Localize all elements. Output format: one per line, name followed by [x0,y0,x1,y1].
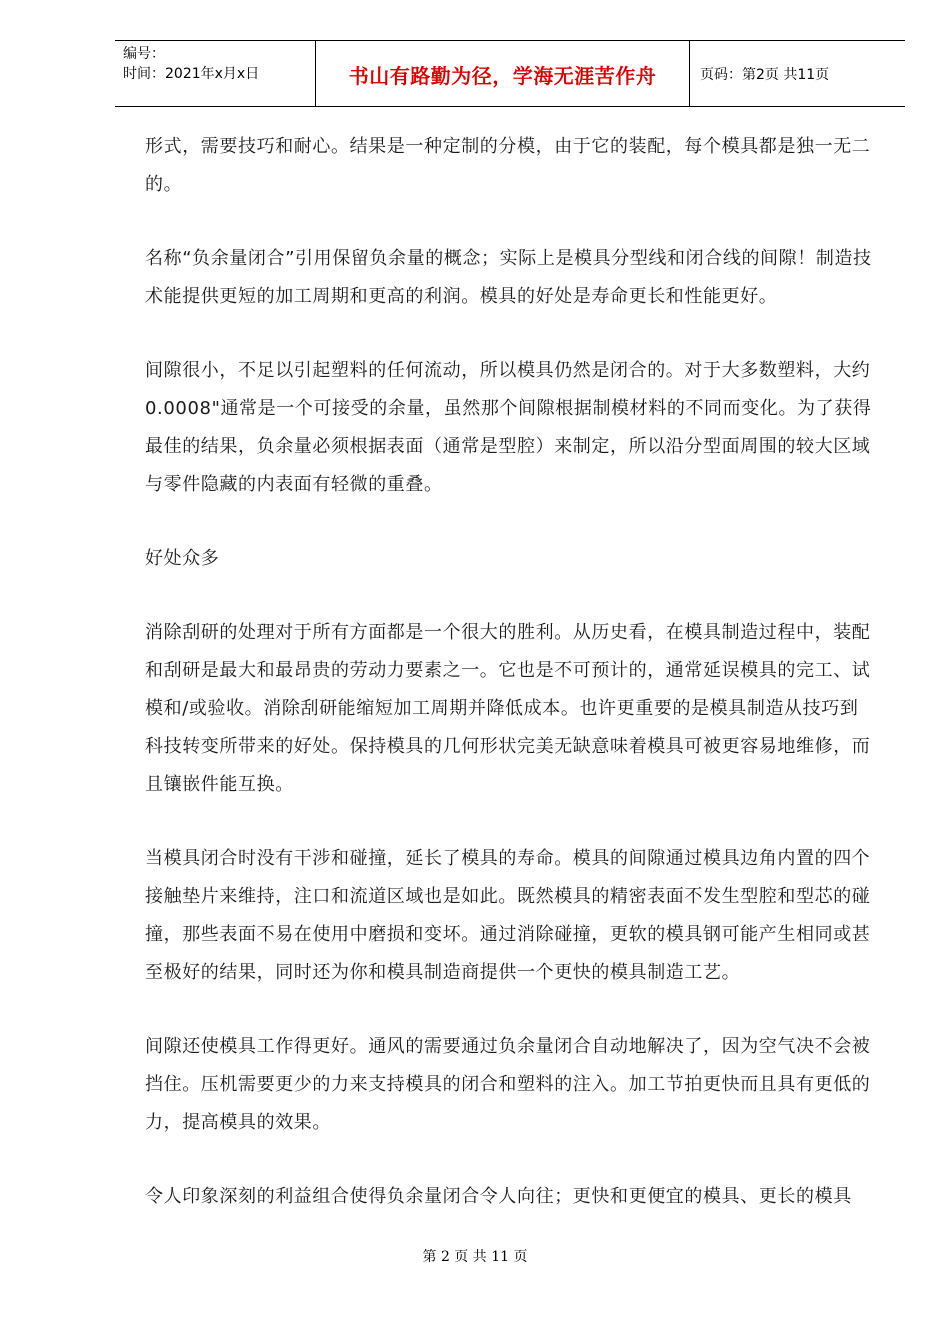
header-divider [689,41,690,107]
body-paragraph: 名称“负余量闭合”引用保留负余量的概念；实际上是模具分型线和闭合线的间隙！制造技术能提供更短的加工周期和更高的利润。模具的好处是寿命更长和性能更好。 [145,248,872,307]
header-motto: 书山有路勤为径，学海无涯苦作舟 [348,64,657,88]
header-meta [123,44,259,84]
page-footer: 第 2 页 共 11 页 [422,1249,528,1265]
document-body [145,128,875,1252]
header-page-info: 页码：第2页 共11页 [700,67,830,83]
section-heading: 好处众多 [145,548,220,569]
body-paragraph: 消除刮研的处理对于所有方面都是一个很大的胜利。从历史看，在模具制造过程中，装配和刮研是最大和最昂贵的劳动力要素之一。它也是不可预计的，通常延误模具的完工、试模和/或验收。消除刮研能缩短加工周期并降低成本。也许更重要的是模具制造从技巧到科技转变所带来的好处。保持模具的几何形状完美无缺意味着模具可被更容易地维修，而且镶嵌件能互换。 [145,622,871,795]
body-paragraph: 间隙还使模具工作得更好。通风的需要通过负余量闭合自动地解决了，因为空气决不会被挡住。压机需要更少的力来支持模具的闭合和塑料的注入。加工节拍更快而且具有更低的力，提高模具的效果。 [145,1036,871,1133]
body-paragraph: 令人印象深刻的利益组合使得负余量闭合令人向往；更快和更便宜的模具、更长的模具 [145,1186,852,1207]
page-header [115,40,905,107]
body-paragraph: 间隙很小，不足以引起塑料的任何流动，所以模具仍然是闭合的。对于大多数塑料，大约0.0008"通常是一个可接受的余量，虽然那个间隙根据制模材料的不同而变化。为了获得最佳的结果，负余量必须根据表面（通常是型腔）来制定，所以沿分型面周围的较大区域与零件隐藏的内表面有轻微的重叠。 [145,360,872,495]
body-paragraph: 形式，需要技巧和耐心。结果是一种定制的分模，由于它的装配，每个模具都是独一无二的。 [145,136,871,195]
document-date: 时间：2021年x月x日 [123,66,260,82]
body-paragraph: 当模具闭合时没有干涉和碰撞，延长了模具的寿命。模具的间隙通过模具边角内置的四个接触垫片来维持，注口和流道区域也是如此。既然模具的精密表面不发生型腔和型芯的碰撞，那些表面不易在使用中磨损和变坏。通过消除碰撞，更软的模具钢可能产生相同或甚至极好的结果，同时还为你和模具制造商提供一个更快的模具制造工艺。 [145,848,871,983]
document-number-label: 编号： [123,46,165,62]
